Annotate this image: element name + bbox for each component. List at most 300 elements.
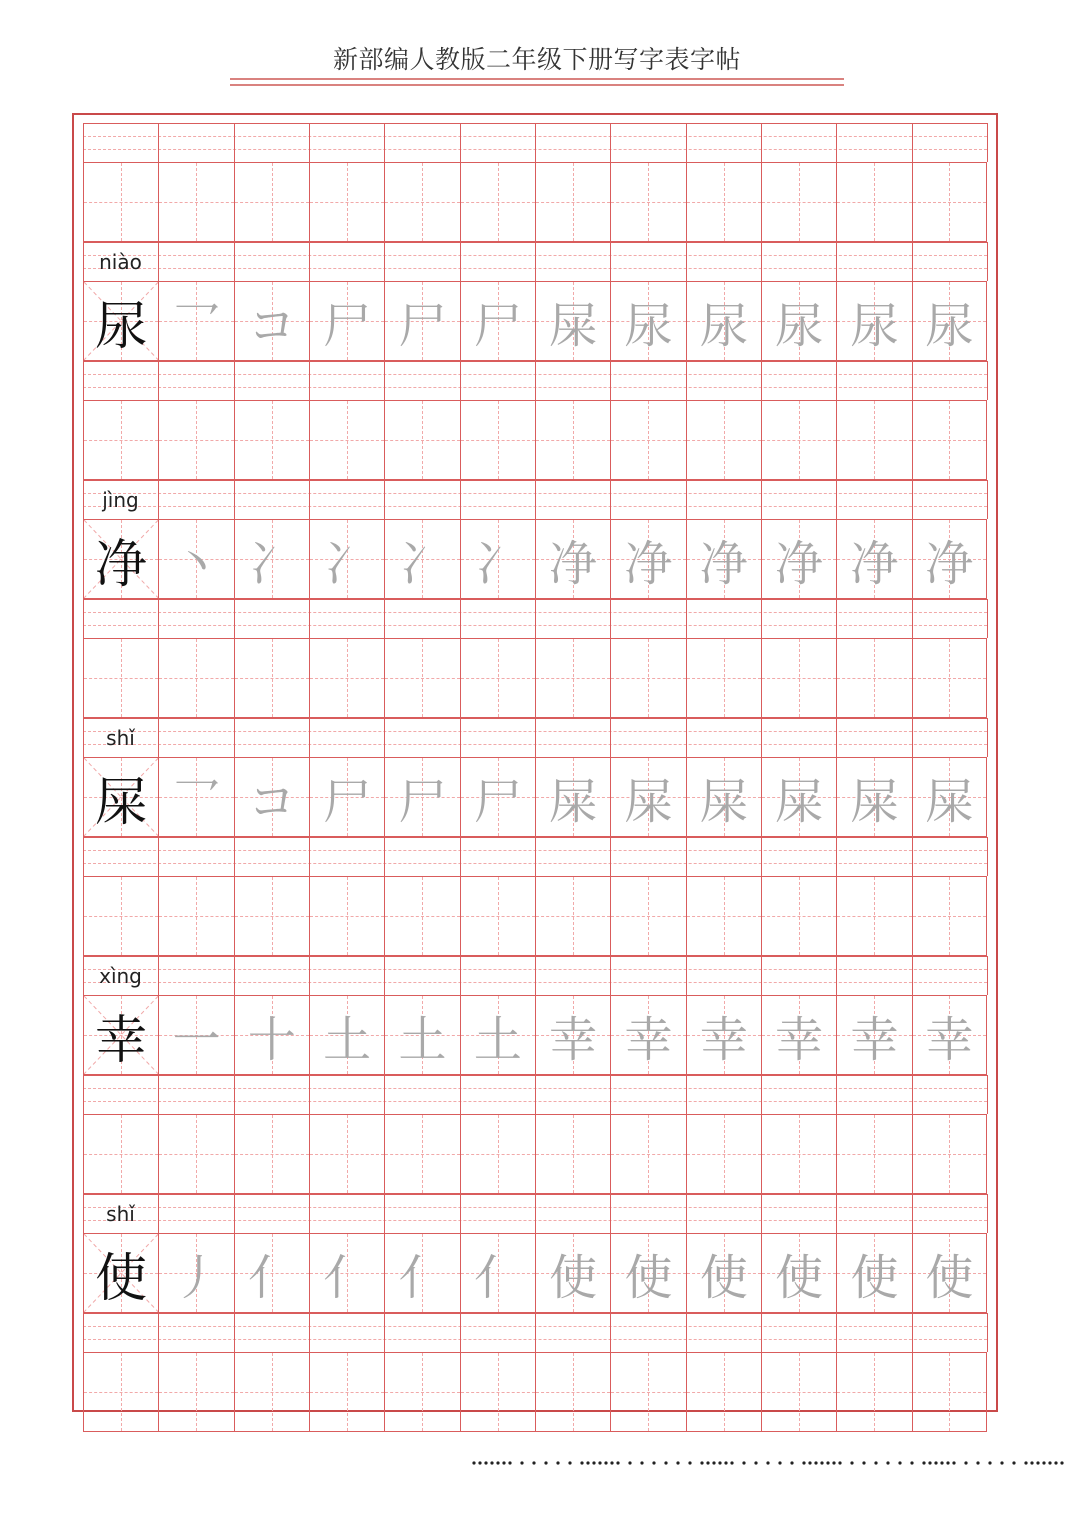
guide-horizontal: [536, 440, 610, 441]
tian-grid-cell[interactable]: [686, 877, 761, 955]
stroke-order-trace: 尸: [323, 297, 372, 354]
footer-dot: [862, 1461, 865, 1464]
guide-horizontal: [385, 440, 459, 441]
tian-grid-cell: [761, 996, 836, 1074]
four-line-divider: [610, 361, 611, 400]
four-line-divider: [309, 837, 310, 876]
stroke-order-trace: 尿: [699, 297, 748, 354]
four-line-divider: [912, 480, 913, 519]
four-line-divider: [987, 1194, 988, 1233]
guide-horizontal: [385, 678, 459, 679]
tian-grid-cell[interactable]: [535, 163, 610, 241]
tian-grid-cell: [836, 1234, 911, 1312]
tian-grid-cell: [384, 1234, 459, 1312]
tian-grid-cell[interactable]: [912, 877, 987, 955]
tian-grid-cell[interactable]: [836, 401, 911, 479]
four-line-divider: [836, 361, 837, 400]
tian-grid-cell[interactable]: [912, 1115, 987, 1193]
guide-horizontal: [611, 1154, 685, 1155]
four-line-divider: [158, 837, 159, 876]
four-line-divider: [761, 956, 762, 995]
tian-grid-cell[interactable]: [384, 1115, 459, 1193]
four-line-divider: [912, 123, 913, 162]
four-line-divider: [158, 480, 159, 519]
four-line-divider: [460, 599, 461, 638]
tian-grid-cell[interactable]: [158, 639, 233, 717]
pinyin-four-line-row: [83, 1075, 987, 1114]
tian-grid-cell[interactable]: [83, 1353, 158, 1431]
footer-dot: [628, 1461, 631, 1464]
four-line-divider: [610, 1075, 611, 1114]
footer-dot: [976, 1461, 979, 1464]
tian-grid-cell[interactable]: [761, 877, 836, 955]
page-title: 新部编人教版二年级下册写字表字帖: [332, 45, 741, 74]
tian-grid-cell[interactable]: [158, 877, 233, 955]
tian-grid-cell[interactable]: [761, 401, 836, 479]
tian-grid-cell[interactable]: [234, 401, 309, 479]
four-line-divider: [610, 242, 611, 281]
four-line-divider: [761, 718, 762, 757]
four-line-divider: [384, 1313, 385, 1352]
footer-dot: [754, 1461, 757, 1464]
footer-dot: [850, 1461, 853, 1464]
four-line-divider: [610, 480, 611, 519]
footer-dot: [940, 1461, 943, 1464]
footer-dot: [922, 1461, 925, 1464]
guide-horizontal: [611, 202, 685, 203]
four-line-divider: [460, 1075, 461, 1114]
footer-dot: [790, 1461, 793, 1464]
four-line-divider: [460, 480, 461, 519]
guide-horizontal: [310, 440, 384, 441]
guide-horizontal: [611, 916, 685, 917]
tian-grid-cell: [460, 520, 535, 598]
stroke-order-trace: 土: [398, 1011, 447, 1068]
tian-grid-cell[interactable]: [234, 163, 309, 241]
tian-grid-cell[interactable]: [535, 877, 610, 955]
tian-grid-cell[interactable]: [234, 877, 309, 955]
four-line-divider: [912, 599, 913, 638]
tian-grid-cell: [384, 520, 459, 598]
tian-grid-cell: [610, 282, 685, 360]
tian-grid-cell[interactable]: [686, 1115, 761, 1193]
footer-dot: [652, 1461, 655, 1464]
guide-horizontal: [762, 1154, 836, 1155]
footer-dot: [568, 1461, 571, 1464]
tian-grid-cell[interactable]: [761, 163, 836, 241]
guide-horizontal: [913, 678, 986, 679]
tian-grid-cell[interactable]: [535, 401, 610, 479]
four-line-divider: [987, 361, 988, 400]
footer-dot: [496, 1461, 499, 1464]
guide-horizontal: [310, 202, 384, 203]
guide-horizontal: [913, 202, 986, 203]
guide-horizontal: [536, 202, 610, 203]
four-line-divider: [158, 1194, 159, 1233]
model-character: 使: [95, 1248, 148, 1309]
four-line-divider: [761, 123, 762, 162]
tian-grid-cell[interactable]: [836, 1353, 911, 1431]
guide-horizontal: [762, 916, 836, 917]
tian-grid-cell[interactable]: [309, 639, 384, 717]
guide-horizontal: [461, 440, 535, 441]
tian-grid-cell: [83, 520, 158, 598]
footer-dot: [742, 1461, 745, 1464]
four-line-divider: [987, 480, 988, 519]
footer-dot: [478, 1461, 481, 1464]
four-line-divider: [309, 361, 310, 400]
tian-grid-cell[interactable]: [610, 401, 685, 479]
tian-grid-cell: [460, 758, 535, 836]
tian-grid-cell[interactable]: [686, 163, 761, 241]
tian-grid-cell: [686, 520, 761, 598]
tian-grid-cell[interactable]: [610, 877, 685, 955]
four-line-divider: [158, 1313, 159, 1352]
tian-grid-cell: [83, 1234, 158, 1312]
tian-grid-cell: [836, 758, 911, 836]
footer-dot: [706, 1461, 709, 1464]
character-block: [83, 718, 987, 956]
guide-horizontal: [461, 678, 535, 679]
four-line-divider: [836, 956, 837, 995]
stroke-order-trace: コ: [247, 773, 296, 830]
footer-dot: [826, 1461, 829, 1464]
tian-grid-cell[interactable]: [384, 401, 459, 479]
footer-dot: [832, 1461, 835, 1464]
pinyin-four-line-row: [83, 1194, 987, 1233]
four-line-divider: [83, 123, 84, 162]
tian-grid-cell: [686, 758, 761, 836]
footer-dot: [988, 1461, 991, 1464]
footer-dot: [874, 1461, 877, 1464]
guide-horizontal: [536, 1392, 610, 1393]
stroke-order-trace: 亻: [247, 1249, 296, 1306]
footer-dot: [544, 1461, 547, 1464]
stroke-order-trace: 尿: [925, 297, 974, 354]
four-line-divider: [83, 361, 84, 400]
guide-horizontal: [913, 916, 986, 917]
tian-grid-cell[interactable]: [686, 639, 761, 717]
guide-horizontal: [536, 916, 610, 917]
tian-grid-cell: [309, 520, 384, 598]
tian-grid-cell[interactable]: [912, 1353, 987, 1431]
tian-grid-cell: [912, 520, 987, 598]
four-line-divider: [686, 837, 687, 876]
stroke-order-trace: 净: [699, 535, 748, 592]
four-line-divider: [309, 718, 310, 757]
tian-grid-cell: [761, 520, 836, 598]
four-line-divider: [836, 599, 837, 638]
four-line-divider: [610, 123, 611, 162]
tian-grid-cell[interactable]: [460, 1115, 535, 1193]
stroke-order-trace: 冫: [323, 535, 372, 592]
tian-grid-cell: [309, 996, 384, 1074]
four-line-divider: [309, 480, 310, 519]
tian-grid-cell[interactable]: [384, 1353, 459, 1431]
stroke-order-trace: 尸: [473, 297, 522, 354]
tian-grid-cell[interactable]: [83, 639, 158, 717]
four-line-divider: [686, 480, 687, 519]
pinyin-label: niào: [99, 250, 142, 274]
model-character: 净: [95, 534, 148, 595]
pinyin-label: xìng: [99, 964, 142, 988]
blank-practice-row: [83, 1352, 987, 1432]
model-character: 尿: [95, 296, 148, 357]
tian-grid-cell[interactable]: [384, 163, 459, 241]
four-line-divider: [836, 837, 837, 876]
footer-dot: [910, 1461, 913, 1464]
footer-dot: [490, 1461, 493, 1464]
tian-grid-cell[interactable]: [234, 1353, 309, 1431]
tian-grid-cell[interactable]: [309, 1353, 384, 1431]
pinyin-label: shǐ: [106, 726, 135, 750]
four-line-divider: [158, 718, 159, 757]
tian-grid-cell[interactable]: [158, 1115, 233, 1193]
stroke-order-trace: 幸: [624, 1011, 673, 1068]
tian-grid-cell: [234, 758, 309, 836]
blank-block: [83, 123, 987, 242]
four-line-divider: [761, 1075, 762, 1114]
tian-grid-cell: [384, 282, 459, 360]
footer-dot: [964, 1461, 967, 1464]
four-line-divider: [836, 480, 837, 519]
tian-grid-cell: [83, 758, 158, 836]
tian-grid-cell[interactable]: [836, 163, 911, 241]
four-line-divider: [158, 1075, 159, 1114]
tian-grid-cell[interactable]: [158, 401, 233, 479]
footer-dot: [934, 1461, 937, 1464]
stroke-order-trace: 屎: [549, 297, 598, 354]
footer-dot: [886, 1461, 889, 1464]
guide-horizontal: [461, 202, 535, 203]
stroke-order-trace: 乛: [172, 297, 221, 354]
stroke-order-trace: 幸: [549, 1011, 598, 1068]
four-line-divider: [535, 1194, 536, 1233]
tian-grid-cell: [309, 1234, 384, 1312]
stroke-order-trace: 亻: [398, 1249, 447, 1306]
tian-grid-cell[interactable]: [836, 1115, 911, 1193]
tian-grid-cell[interactable]: [384, 639, 459, 717]
four-line-divider: [686, 242, 687, 281]
tian-grid-cell[interactable]: [460, 401, 535, 479]
four-line-divider: [987, 599, 988, 638]
pinyin-four-line-row: [83, 361, 987, 400]
four-line-divider: [83, 837, 84, 876]
blank-practice-row: [83, 400, 987, 480]
tian-grid-cell[interactable]: [460, 639, 535, 717]
tian-grid-cell[interactable]: [836, 639, 911, 717]
footer-dot: [820, 1461, 823, 1464]
four-line-divider: [761, 242, 762, 281]
tian-grid-cell: [535, 520, 610, 598]
four-line-divider: [234, 123, 235, 162]
footer-dot: [730, 1461, 733, 1464]
four-line-divider: [912, 242, 913, 281]
pinyin-four-line-row: [83, 837, 987, 876]
tian-grid-cell[interactable]: [460, 1353, 535, 1431]
four-line-divider: [987, 956, 988, 995]
four-line-divider: [535, 837, 536, 876]
four-line-divider: [234, 480, 235, 519]
pinyin-four-line-row: [83, 123, 987, 162]
four-line-divider: [384, 123, 385, 162]
stroke-order-trace: 使: [699, 1249, 748, 1306]
footer-dot: [898, 1461, 901, 1464]
four-line-divider: [912, 718, 913, 757]
footer-dot: [688, 1461, 691, 1464]
guide-horizontal: [159, 202, 233, 203]
tian-grid-cell[interactable]: [309, 163, 384, 241]
guide-horizontal: [837, 916, 911, 917]
tian-grid-cell[interactable]: [535, 639, 610, 717]
four-line-divider: [460, 837, 461, 876]
tian-grid-cell[interactable]: [912, 639, 987, 717]
footer-dot: [1036, 1461, 1039, 1464]
tian-grid-cell: [912, 1234, 987, 1312]
tian-grid-cell: [158, 758, 233, 836]
tian-grid-cell[interactable]: [610, 639, 685, 717]
guide-horizontal: [159, 1392, 233, 1393]
footer-dot: [1030, 1461, 1033, 1464]
tian-grid-cell: [384, 758, 459, 836]
stroke-order-trace: 十: [247, 1011, 296, 1068]
stroke-order-trace: 屎: [549, 773, 598, 830]
four-line-divider: [912, 1313, 913, 1352]
four-line-divider: [912, 361, 913, 400]
tian-grid-cell: [234, 1234, 309, 1312]
title-rule-top: [230, 78, 844, 80]
four-line-divider: [234, 242, 235, 281]
tian-grid-cell[interactable]: [309, 401, 384, 479]
stroke-order-trace: 屎: [699, 773, 748, 830]
four-line-divider: [309, 123, 310, 162]
guide-horizontal: [913, 440, 986, 441]
four-line-divider: [234, 837, 235, 876]
tian-grid-cell: [158, 282, 233, 360]
practice-grid: [83, 123, 987, 1432]
tian-grid-cell[interactable]: [610, 1115, 685, 1193]
stroke-order-trace: 尸: [323, 773, 372, 830]
guide-horizontal: [461, 916, 535, 917]
four-line-divider: [535, 1313, 536, 1352]
tian-grid-cell[interactable]: [460, 877, 535, 955]
tian-grid-cell[interactable]: [309, 877, 384, 955]
guide-horizontal: [611, 1392, 685, 1393]
tian-grid-cell: [761, 282, 836, 360]
character-practice-row: [83, 995, 987, 1075]
stroke-order-trace: 丿: [172, 1249, 221, 1306]
guide-horizontal: [235, 678, 309, 679]
guide-horizontal: [461, 1392, 535, 1393]
four-line-divider: [761, 1313, 762, 1352]
four-line-divider: [535, 361, 536, 400]
tian-grid-cell[interactable]: [158, 1353, 233, 1431]
blank-practice-row: [83, 162, 987, 242]
title-rule-bottom: [230, 84, 844, 86]
guide-horizontal: [235, 1392, 309, 1393]
pinyin-four-line-row: [83, 242, 987, 281]
stroke-order-trace: 尿: [624, 297, 673, 354]
tian-grid-cell[interactable]: [83, 401, 158, 479]
tian-grid-cell[interactable]: [234, 1115, 309, 1193]
four-line-divider: [309, 242, 310, 281]
tian-grid-cell[interactable]: [761, 1115, 836, 1193]
tian-grid-cell[interactable]: [460, 163, 535, 241]
tian-grid-cell[interactable]: [686, 401, 761, 479]
guide-horizontal: [762, 440, 836, 441]
stroke-order-trace: 幸: [775, 1011, 824, 1068]
tian-grid-cell[interactable]: [83, 877, 158, 955]
stroke-order-trace: 屎: [775, 773, 824, 830]
guide-horizontal: [385, 916, 459, 917]
dotted-footer: [470, 1455, 1070, 1469]
four-line-divider: [686, 1075, 687, 1114]
tian-grid-cell[interactable]: [836, 877, 911, 955]
tian-grid-cell[interactable]: [83, 1115, 158, 1193]
guide-horizontal: [84, 440, 158, 441]
tian-grid-cell: [686, 996, 761, 1074]
tian-grid-cell[interactable]: [309, 1115, 384, 1193]
footer-dot: [580, 1461, 583, 1464]
four-line-divider: [535, 1075, 536, 1114]
tian-grid-cell[interactable]: [610, 1353, 685, 1431]
tian-grid-cell: [460, 1234, 535, 1312]
four-line-divider: [309, 1075, 310, 1114]
stroke-order-trace: 尿: [850, 297, 899, 354]
guide-horizontal: [611, 440, 685, 441]
tian-grid-cell[interactable]: [535, 1353, 610, 1431]
four-line-divider: [309, 1313, 310, 1352]
stroke-order-trace: 净: [549, 535, 598, 592]
tian-grid-cell[interactable]: [686, 1353, 761, 1431]
blank-practice-row: [83, 876, 987, 956]
tian-grid-cell[interactable]: [610, 163, 685, 241]
tian-grid-cell: [83, 282, 158, 360]
tian-grid-cell[interactable]: [912, 163, 987, 241]
guide-horizontal: [913, 1392, 986, 1393]
four-line-divider: [460, 718, 461, 757]
stroke-order-trace: 尿: [775, 297, 824, 354]
tian-grid-cell[interactable]: [234, 639, 309, 717]
stroke-order-trace: 幸: [699, 1011, 748, 1068]
character-block: [83, 956, 987, 1194]
pinyin-label: shǐ: [106, 1202, 135, 1226]
four-line-divider: [761, 480, 762, 519]
guide-horizontal: [310, 1154, 384, 1155]
tian-grid-cell[interactable]: [761, 1353, 836, 1431]
guide-horizontal: [385, 202, 459, 203]
four-line-divider: [158, 123, 159, 162]
character-practice-row: [83, 519, 987, 599]
stroke-order-trace: 一: [172, 1011, 221, 1068]
tian-grid-cell[interactable]: [761, 639, 836, 717]
tian-grid-cell[interactable]: [384, 877, 459, 955]
footer-dot: [766, 1461, 769, 1464]
footer-dot: [952, 1461, 955, 1464]
guide-horizontal: [837, 202, 911, 203]
tian-grid-cell[interactable]: [158, 163, 233, 241]
tian-grid-cell[interactable]: [912, 401, 987, 479]
four-line-divider: [384, 837, 385, 876]
four-line-divider: [912, 956, 913, 995]
tian-grid-cell[interactable]: [535, 1115, 610, 1193]
four-line-divider: [460, 242, 461, 281]
guide-horizontal: [84, 678, 158, 679]
footer-dot: [592, 1461, 595, 1464]
footer-dot: [1060, 1461, 1063, 1464]
guide-horizontal: [84, 202, 158, 203]
tian-grid-cell[interactable]: [83, 163, 158, 241]
